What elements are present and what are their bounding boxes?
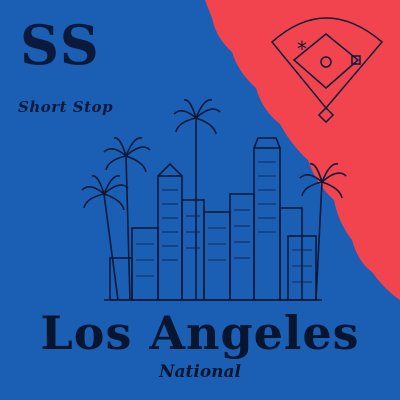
logo-subtitle: Short Stop	[18, 98, 114, 116]
logo-initials: SS	[20, 13, 101, 77]
palm-tree-icon	[82, 176, 128, 300]
skyline-illustration	[104, 138, 322, 300]
poster-title: Los Angeles	[40, 306, 360, 360]
poster-subtitle: National	[158, 362, 242, 382]
star-icon: *	[297, 37, 307, 61]
